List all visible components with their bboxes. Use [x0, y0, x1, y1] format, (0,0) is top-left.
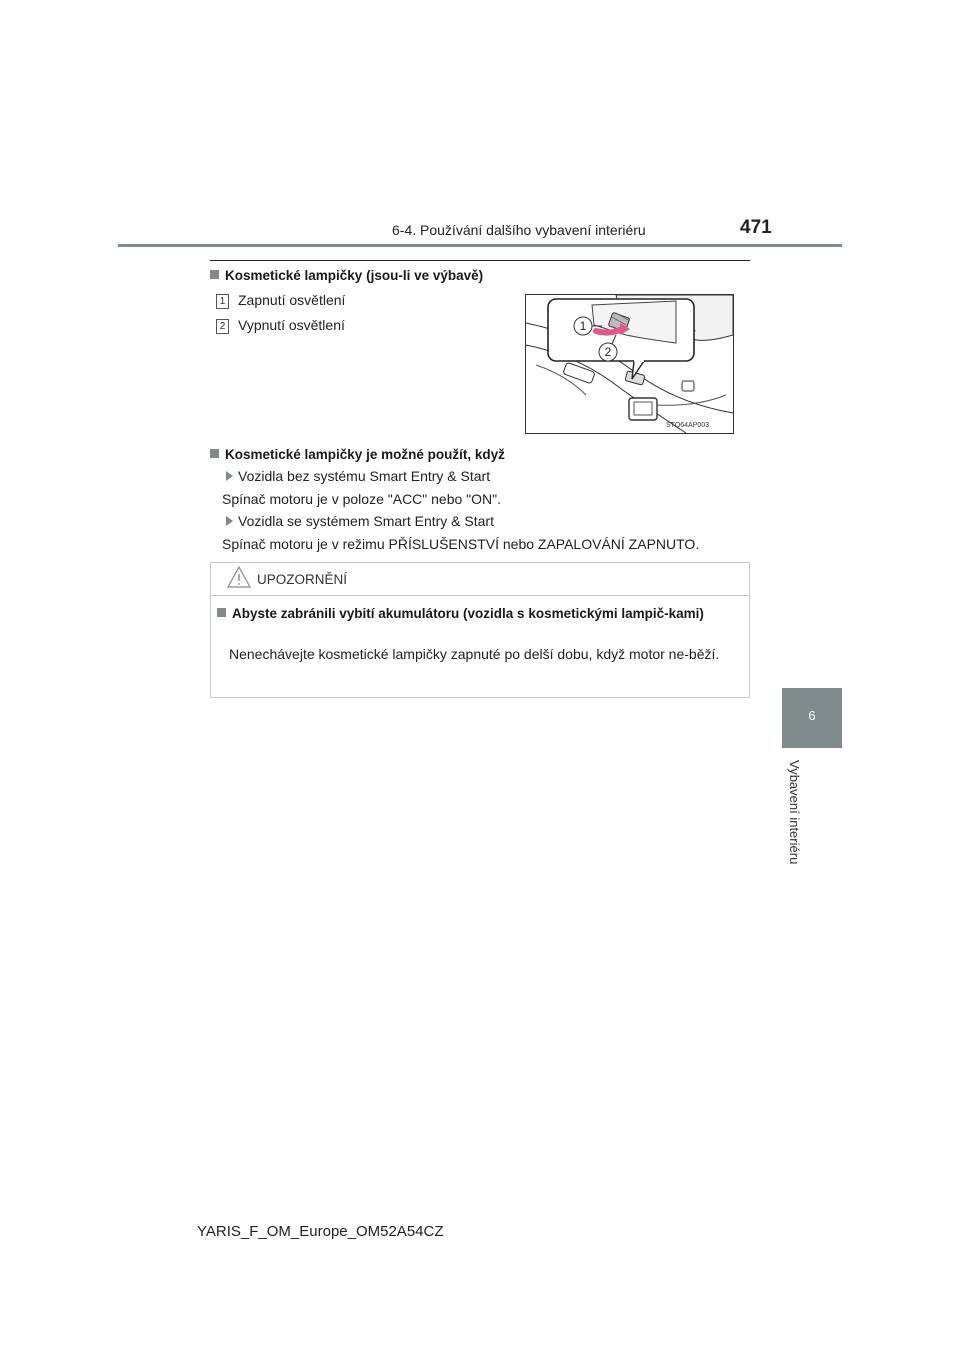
triangle-bullet-icon [226, 516, 233, 526]
chapter-title-text: Vybavení interiéru [787, 760, 802, 865]
warning-box [210, 562, 750, 698]
chapter-tab[interactable]: 6 [782, 688, 842, 748]
square-bullet-icon [210, 270, 219, 279]
list-item-label: Zapnutí osvětlení [238, 292, 346, 308]
list-item-label: Vypnutí osvětlení [238, 317, 345, 333]
section-heading-conditions [210, 447, 505, 462]
condition-label-text: Vozidla bez systému Smart Entry & Start [238, 468, 491, 484]
condition-label [226, 513, 494, 529]
number-badge-icon: 2 [216, 319, 229, 334]
square-bullet-icon [217, 608, 226, 617]
warning-header [211, 563, 749, 596]
warning-text: Nenechávejte kosmetické lampičky zapnuté po delší dobu, když motor ne-běží. [229, 646, 720, 662]
warning-triangle-icon [227, 566, 251, 588]
condition-text: Spínač motoru je v poloze "ACC" nebo "ON". [222, 491, 502, 507]
list-item [216, 292, 345, 309]
condition-label-text: Vozidla se systémem Smart Entry & Start [238, 513, 494, 529]
section-rule [210, 260, 750, 261]
vanity-lamp-illustration [525, 294, 734, 434]
vanity-lamp-drawing [526, 295, 733, 433]
heading-text: Kosmetické lampičky je možné použít, když [225, 447, 505, 462]
condition-text: Spínač motoru je v režimu PŘÍSLUŠENSTVÍ nebo ZAPALOVÁNÍ ZAPNUTO. [222, 536, 700, 552]
figure-code: STO64AP003 [666, 422, 710, 429]
warning-title: UPOZORNĚNÍ [257, 572, 348, 587]
warning-heading [217, 605, 743, 622]
heading-text: Kosmetické lampičky (jsou-li ve výbavě) [225, 268, 484, 283]
chapter-title [786, 760, 802, 880]
page-number: 471 [740, 217, 772, 238]
condition-label [226, 468, 490, 484]
figure-callout-2: 2 [604, 345, 612, 359]
triangle-bullet-icon [226, 471, 233, 481]
figure-callout-1: 1 [579, 319, 587, 333]
number-badge-icon: 1 [216, 294, 229, 309]
square-bullet-icon [210, 449, 219, 458]
document-code: YARIS_F_OM_Europe_OM52A54CZ [197, 1223, 444, 1240]
list-item [216, 317, 345, 334]
warning-heading-text: Abyste zabránili vybití akumulátoru (vozidla s kosmetickými lampič-kami) [232, 606, 704, 621]
section-title: 6-4. Používání dalšího vybavení interiéru [392, 222, 646, 238]
section-heading-lamps [210, 268, 483, 283]
header-rule [118, 244, 842, 247]
